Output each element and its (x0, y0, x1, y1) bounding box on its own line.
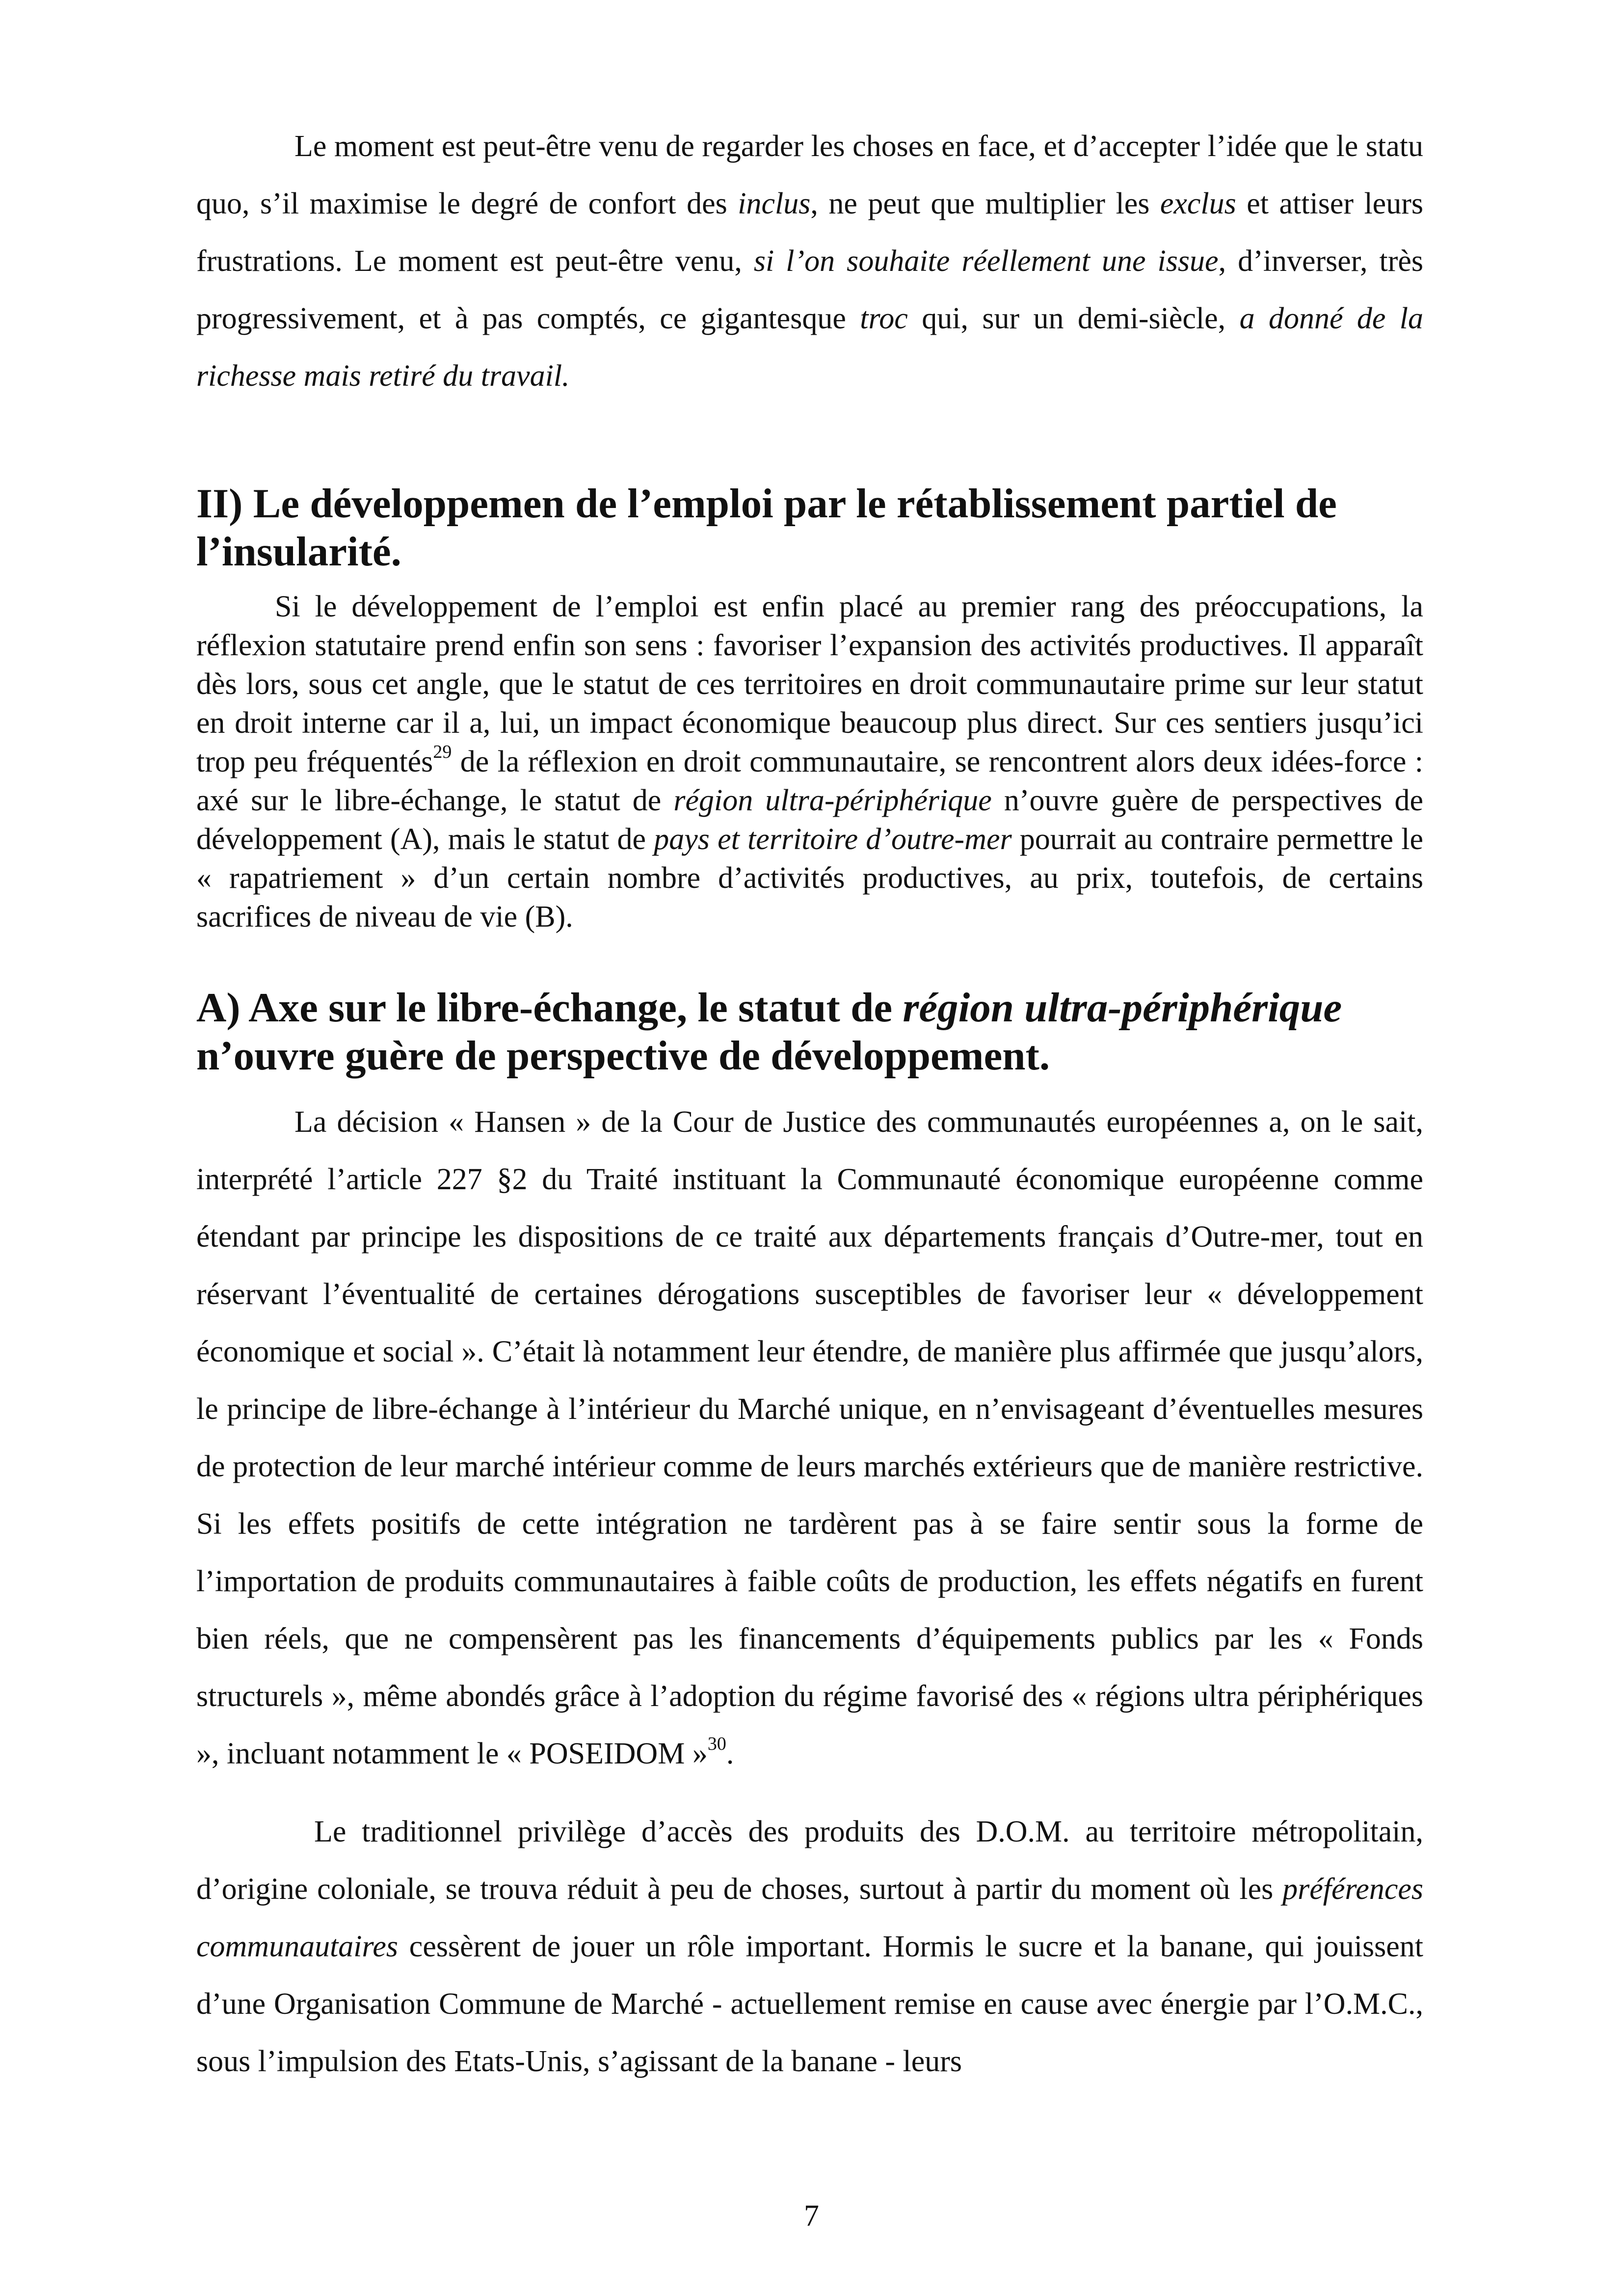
text-span: de la réflexion en droit communautaire, se rencontrent alors deux idées-force : axé sur le libre-échange, le statut de (196, 745, 1424, 817)
italic-span: si l’on souhaite réellement une issue (753, 244, 1219, 278)
text-span: n’ouvre guère de perspectives de développement (A), mais le statut de (196, 784, 1423, 856)
footnote-ref[interactable]: 30 (707, 1734, 726, 1755)
italic-span: a donné de la richesse mais retiré du travail. (196, 302, 1424, 393)
italic-span: exclus (1160, 187, 1236, 220)
page-number: 7 (804, 2199, 819, 2233)
text-span: . (726, 1737, 734, 1770)
section-heading-ii: II) Le développemen de l’emploi par le rétablissement partiel de l’insularité. (196, 481, 1337, 575)
text-span: La décision « Hansen » de la Cour de Justice des communautés européennes a, on le sait, interprété l’article 227 §2 du Traité instituant la Communauté économique européenne comme étendant par principe les dispositions de ce traité aux départements français d’Outre-mer, tout en réservant l’éventualité de certaines dérogations susceptibles de favoriser leur « développement économique et social ». C’était là notamment leur étendre, de manière plus affirmée que jusqu’alors, le principe de libre-échange à l’intérieur du Marché unique, en n’envisageant d’éventuelles mesures de protection de leur marché intérieur comme de leurs marchés extérieurs que de manière restrictive. Si les effets positifs de cette intégration ne tardèrent pas à se faire sentir sous la forme de l’importation de produits communautaires à faible coûts de production, les effets négatifs en furent bien réels, que ne compensèrent pas les financements d’équipements publics par les « Fonds structurels », même abondés grâce à l’adoption du régime favorisé des « régions ultra périphériques », incluant notamment le « POSEIDOM » (196, 1105, 1423, 1770)
text-span: et attiser leurs frustrations. Le moment est peut-être venu, (196, 187, 1423, 278)
paragraph-section-ii (196, 587, 1423, 936)
heading-italic: région ultra-périphérique (903, 985, 1342, 1031)
italic-span: région ultra-périphérique (673, 784, 992, 817)
text-span: , d’inverser, très progressivement, et à pas comptés, ce gigantesque (196, 244, 1423, 335)
section-heading-a (196, 984, 1423, 1080)
italic-span: préférences communautaires (196, 1872, 1423, 1963)
footnote-ref[interactable]: 29 (433, 742, 452, 763)
paragraph-intro (196, 118, 1423, 405)
italic-span: troc (860, 302, 908, 335)
heading-text: A) Axe sur le libre-échange, le statut de (196, 985, 903, 1031)
italic-span: inclus (738, 187, 811, 220)
italic-span: pays et territoire d’outre-mer (654, 823, 1012, 856)
text-span: Le traditionnel privilège d’accès des produits des D.O.M. au territoire métropolitain, d’origine coloniale, se trouva réduit à peu de choses, surtout à partir du moment où les (196, 1815, 1423, 1906)
paragraph-privilege (196, 1803, 1423, 2090)
document-page (196, 118, 1423, 2090)
text-span: Si le développement de l’emploi est enfin placé au premier rang des préoccupations, la réflexion statutaire prend enfin son sens : favoriser l’expansion des activités productives. Il apparaît dès lors, sous cet angle, que le statut de ces territoires en droit communautaire prime sur leur statut en droit interne car il a, lui, un impact économique beaucoup plus direct. Sur ces sentiers jusqu’ici trop peu fréquentés (196, 590, 1423, 778)
text-span: cessèrent de jouer un rôle important. Hormis le sucre et la banane, qui jouissent d’une Organisation Commune de Marché - actuellement remise en cause avec énergie par l’O.M.C., sous l’impulsion des Etats-Unis, s’agissant de la banane - leurs (196, 1930, 1423, 2078)
heading-text: n’ouvre guère de perspective de développement. (196, 1033, 1050, 1079)
text-span: Le moment est peut-être venu de regarder les choses en face, et d’accepter l’idée que le statu quo, s’il maximise le degré de confort des (196, 130, 1423, 220)
paragraph-hansen (196, 1094, 1423, 1783)
text-span: pourrait au contraire permettre le « rapatriement » d’un certain nombre d’activités productives, au prix, toutefois, de certains sacrifices de niveau de vie (B). (196, 823, 1423, 934)
text-span: qui, sur un demi-siècle, (907, 302, 1240, 335)
text-span: , ne peut que multiplier les (810, 187, 1160, 220)
